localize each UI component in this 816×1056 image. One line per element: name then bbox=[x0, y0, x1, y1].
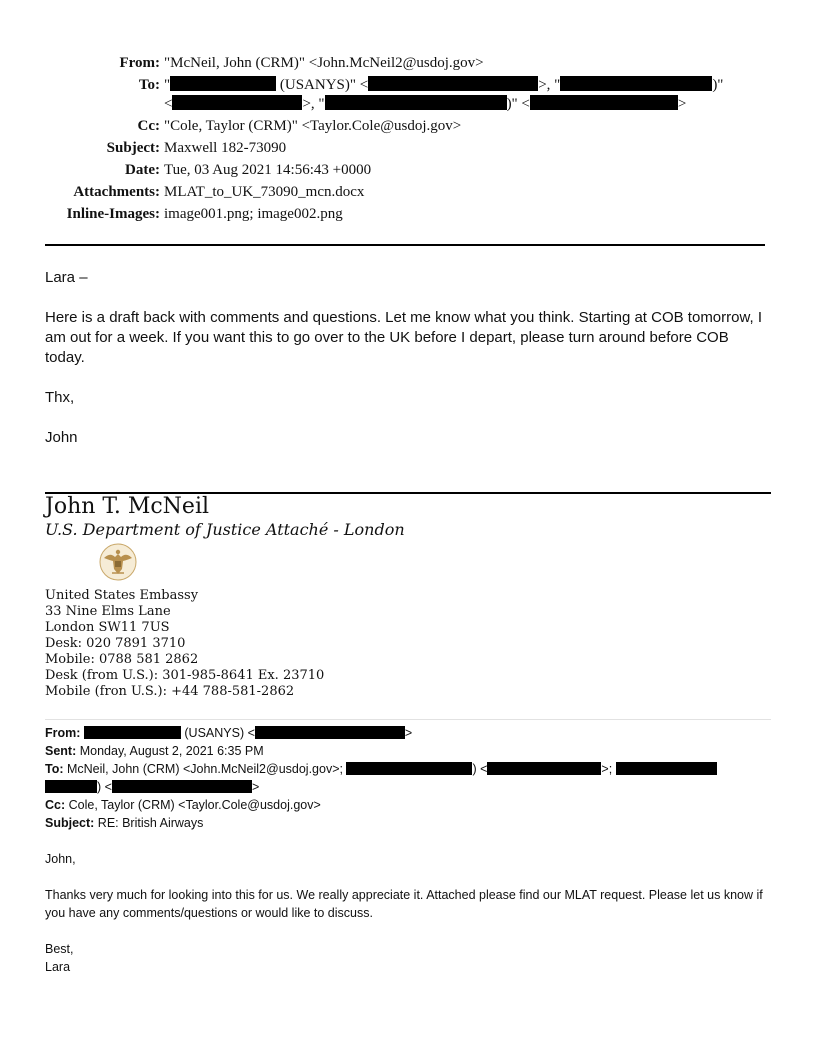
redaction-box bbox=[616, 762, 717, 775]
to-quote: " bbox=[164, 77, 171, 93]
forwarded-sent-row bbox=[45, 742, 264, 760]
message-closing: Thx, bbox=[45, 389, 75, 406]
redaction-box bbox=[368, 76, 538, 91]
header-divider bbox=[45, 244, 765, 246]
forwarded-greeting: John, bbox=[45, 852, 76, 866]
forwarded-to-text: ) < bbox=[97, 780, 112, 794]
address-line: Desk (from U.S.): 301-985-8641 Ex. 23710 bbox=[45, 668, 325, 683]
to-text: > bbox=[677, 96, 687, 112]
redaction-box bbox=[560, 76, 712, 91]
forwarded-from-text: (USANYS) < bbox=[180, 726, 255, 740]
forwarded-subject-row bbox=[45, 814, 203, 832]
forwarded-to-text: McNeil, John (CRM) <John.McNeil2@usdoj.gov>; bbox=[63, 762, 347, 776]
message-greeting: Lara – bbox=[45, 269, 88, 286]
to-text: )" bbox=[712, 77, 724, 93]
to-text: >, " bbox=[302, 96, 325, 112]
header-from-value: "McNeil, John (CRM)" <John.McNeil2@usdoj.gov> bbox=[164, 55, 484, 71]
forwarded-closing: Best, bbox=[45, 942, 74, 956]
forwarded-from-text: > bbox=[404, 726, 413, 740]
forwarded-sent-label: Sent: bbox=[45, 744, 77, 758]
header-to-value-2 bbox=[164, 95, 686, 113]
forwarded-to-label: To: bbox=[45, 762, 64, 776]
forwarded-to-row-2 bbox=[45, 778, 259, 796]
forwarded-to-row bbox=[45, 760, 717, 778]
redaction-box bbox=[530, 95, 678, 110]
forwarded-divider bbox=[45, 719, 771, 720]
redaction-box bbox=[255, 726, 405, 739]
to-text: < bbox=[164, 96, 173, 112]
header-date-label: Date: bbox=[125, 162, 160, 178]
signature-title: U.S. Department of Justice Attaché - London bbox=[45, 520, 405, 539]
header-to-value bbox=[164, 76, 723, 94]
redaction-box bbox=[487, 762, 601, 775]
header-to-label: To: bbox=[138, 77, 160, 93]
redaction-box bbox=[170, 76, 276, 91]
forwarded-from-row bbox=[45, 724, 412, 742]
forwarded-cc-label: Cc: bbox=[45, 798, 66, 812]
to-text: >, " bbox=[538, 77, 561, 93]
address-line: Mobile (fron U.S.): +44 788-581-2862 bbox=[45, 684, 295, 699]
forwarded-cc-row bbox=[45, 796, 321, 814]
redaction-box bbox=[172, 95, 302, 110]
forwarded-subject-label: Subject: bbox=[45, 816, 95, 830]
header-subject-label: Subject: bbox=[106, 140, 160, 156]
forwarded-from-label: From: bbox=[45, 726, 81, 740]
redaction-box bbox=[112, 780, 252, 793]
forwarded-sent-value: Monday, August 2, 2021 6:35 PM bbox=[76, 744, 264, 758]
to-text: )" < bbox=[506, 96, 530, 112]
redaction-box bbox=[45, 780, 97, 793]
forwarded-subject-value: RE: British Airways bbox=[94, 816, 204, 830]
message-paragraph: Here is a draft back with comments and questions. Let me know what you think. Starting at COB tomorrow, I am out for a week. If you want this to go over to the UK before I depart, please turn around before COB today. bbox=[45, 309, 762, 366]
forwarded-sender-name: Lara bbox=[45, 960, 71, 974]
address-line: Desk: 020 7891 3710 bbox=[45, 636, 186, 651]
address-line: United States Embassy bbox=[45, 588, 199, 603]
redaction-box bbox=[84, 726, 181, 739]
header-subject-value: Maxwell 182-73090 bbox=[164, 140, 287, 156]
header-attachments-label: Attachments: bbox=[73, 184, 160, 200]
header-cc-value: "Cole, Taylor (CRM)" <Taylor.Cole@usdoj.gov> bbox=[164, 118, 462, 134]
header-inline-images-value: image001.png; image002.png bbox=[164, 206, 343, 222]
redaction-box bbox=[325, 95, 507, 110]
signature-name: John T. McNeil bbox=[45, 494, 210, 519]
address-line: 33 Nine Elms Lane bbox=[45, 604, 171, 619]
to-text: (USANYS)" < bbox=[276, 77, 369, 93]
forwarded-to-text: > bbox=[251, 780, 260, 794]
header-inline-images-label: Inline-Images: bbox=[66, 206, 160, 222]
address-line: Mobile: 0788 581 2862 bbox=[45, 652, 199, 667]
forwarded-to-text: ) < bbox=[472, 762, 488, 776]
message-sender-name: John bbox=[45, 429, 78, 446]
forwarded-to-text: >; bbox=[601, 762, 616, 776]
header-cc-label: Cc: bbox=[137, 118, 160, 134]
address-line: London SW11 7US bbox=[45, 620, 170, 635]
header-from-label: From: bbox=[119, 55, 160, 71]
forwarded-paragraph: Thanks very much for looking into this for us. We really appreciate it. Attached please find our MLAT request. Please let us know if you have any comments/questions or would like to discuss. bbox=[45, 888, 763, 920]
header-date-value: Tue, 03 Aug 2021 14:56:43 +0000 bbox=[164, 162, 372, 178]
header-attachments-value: MLAT_to_UK_73090_mcn.docx bbox=[164, 184, 365, 200]
redaction-box bbox=[346, 762, 472, 775]
forwarded-cc-value: Cole, Taylor (CRM) <Taylor.Cole@usdoj.gov> bbox=[65, 798, 321, 812]
doj-eagle-seal-icon bbox=[98, 542, 138, 582]
